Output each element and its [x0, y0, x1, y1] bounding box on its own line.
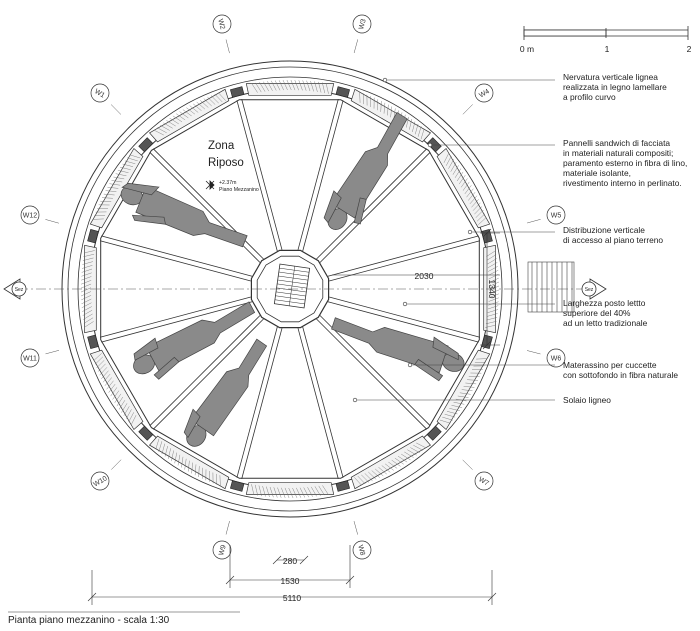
annotation-bed-width-l1: Larghezza posto lettto	[563, 298, 646, 308]
axis-tag-leader	[226, 40, 230, 54]
dimension-bottom-small: 280	[282, 556, 298, 566]
rib-block	[427, 426, 441, 440]
annotation-panels	[563, 138, 687, 188]
annotation-mattress	[563, 360, 678, 380]
level-marker-icon	[206, 181, 214, 189]
scale-label-2: 2	[686, 44, 692, 54]
axis-tag-leader	[226, 521, 230, 535]
axis-tag-leader	[111, 105, 121, 115]
beam-line	[100, 241, 251, 281]
dimension-vertical-value: 1340	[487, 279, 497, 299]
zone-label	[206, 140, 259, 193]
rib-block	[139, 138, 153, 152]
rib-block	[336, 481, 350, 492]
annotation-rib-l3: a profilo curvo	[563, 92, 616, 102]
axis-tag-leader	[527, 351, 541, 355]
dimension-center-span-value: 2030	[414, 271, 434, 281]
dimension-bottom-mid: 1530	[280, 576, 300, 586]
section-label-right: Sez	[584, 287, 594, 293]
axis-tag-label: W11	[23, 355, 37, 363]
axis-tag-label: W2	[216, 18, 226, 31]
axis-tag-leader	[354, 39, 358, 53]
rib-block	[88, 229, 99, 243]
annotation-rib-l1: Nervatura verticale lignea	[563, 72, 658, 82]
axis-tag-label: W7	[477, 476, 490, 488]
figure-lower-right	[327, 306, 470, 386]
axis-tag-label: W12	[22, 212, 38, 220]
axis-tag-leader	[527, 219, 541, 223]
annotation-distribution-l1: Distribuzione verticale	[563, 225, 645, 235]
annotation-distribution-l2: di accesso al piano terreno	[563, 235, 664, 245]
section-marker-left	[4, 279, 26, 299]
section-marker-right	[582, 279, 606, 299]
annotation-mattress-l1: Materassino per cuccette	[563, 360, 657, 370]
facade-panel	[246, 483, 333, 495]
beam-line	[237, 100, 277, 251]
annotation-rib	[563, 72, 667, 102]
annotation-bed-width	[563, 298, 648, 328]
axis-tag-label: W3	[358, 18, 368, 31]
axis-tag-label: W6	[550, 355, 562, 363]
zone-level-name: Piano Mezzanino	[219, 187, 259, 193]
axis-tag-label: W1	[93, 88, 106, 100]
rib-block	[88, 335, 99, 349]
zone-title-line2: Riposo	[208, 157, 244, 169]
beam-line	[328, 236, 479, 276]
rib-block	[336, 87, 350, 98]
axis-tag-leader	[111, 460, 121, 470]
scale-label-0: 0 m	[519, 44, 535, 54]
scale-bar	[524, 26, 688, 40]
axis-tag-leader	[45, 219, 59, 223]
annotation-panels-l2: in materiali naturali compositi;	[563, 148, 674, 158]
facade-panel	[246, 84, 333, 96]
rib-block	[230, 87, 244, 98]
axis-tag-leader	[463, 460, 473, 470]
axis-tag-label: W10	[92, 475, 109, 489]
annotation-floor-l1: Solaio ligneo	[563, 395, 611, 405]
scale-label-1: 1	[604, 44, 610, 54]
zone-level: +2.37m	[219, 180, 237, 186]
annotation-panels-l5: rivestimento interno in perlinato.	[563, 178, 682, 188]
drawing-caption: Pianta piano mezzanino - scala 1:30	[8, 615, 170, 626]
dimension-bottom-total: 5110	[282, 593, 302, 603]
beam-line	[303, 327, 343, 478]
axis-tag-label: W9	[218, 544, 228, 557]
annotation-panels-l1: Pannelli sandwich di facciata	[563, 138, 671, 148]
axis-tag-leader	[463, 104, 473, 114]
axis-tag-leader	[354, 521, 358, 535]
annotation-bed-width-l3: ad un letto tradizionale	[563, 318, 648, 328]
axis-tag-label: W5	[550, 212, 562, 220]
annotation-floor	[563, 395, 611, 405]
axis-tag-label: W4	[478, 88, 491, 100]
axis-tag-label: W8	[356, 544, 366, 557]
annotation-bed-width-l2: superiore del 40%	[563, 308, 631, 318]
rib-block	[230, 481, 244, 492]
annotation-mattress-l2: con sottofondo in fibra naturale	[563, 370, 679, 380]
annotation-rib-l2: realizzata in legno lamellare	[563, 82, 667, 92]
beam-line	[298, 328, 338, 479]
section-label-left: Sez	[14, 287, 24, 293]
zone-title-line1: Zona	[208, 140, 235, 152]
annotation-panels-l3: paramento esterno in fibra di lino,	[563, 158, 688, 168]
rib-block	[139, 426, 153, 440]
annotation-panels-l4: materiale isolante,	[563, 168, 631, 178]
beam-line	[242, 99, 282, 250]
annotation-distribution	[563, 225, 663, 245]
axis-tag-leader	[46, 350, 60, 354]
